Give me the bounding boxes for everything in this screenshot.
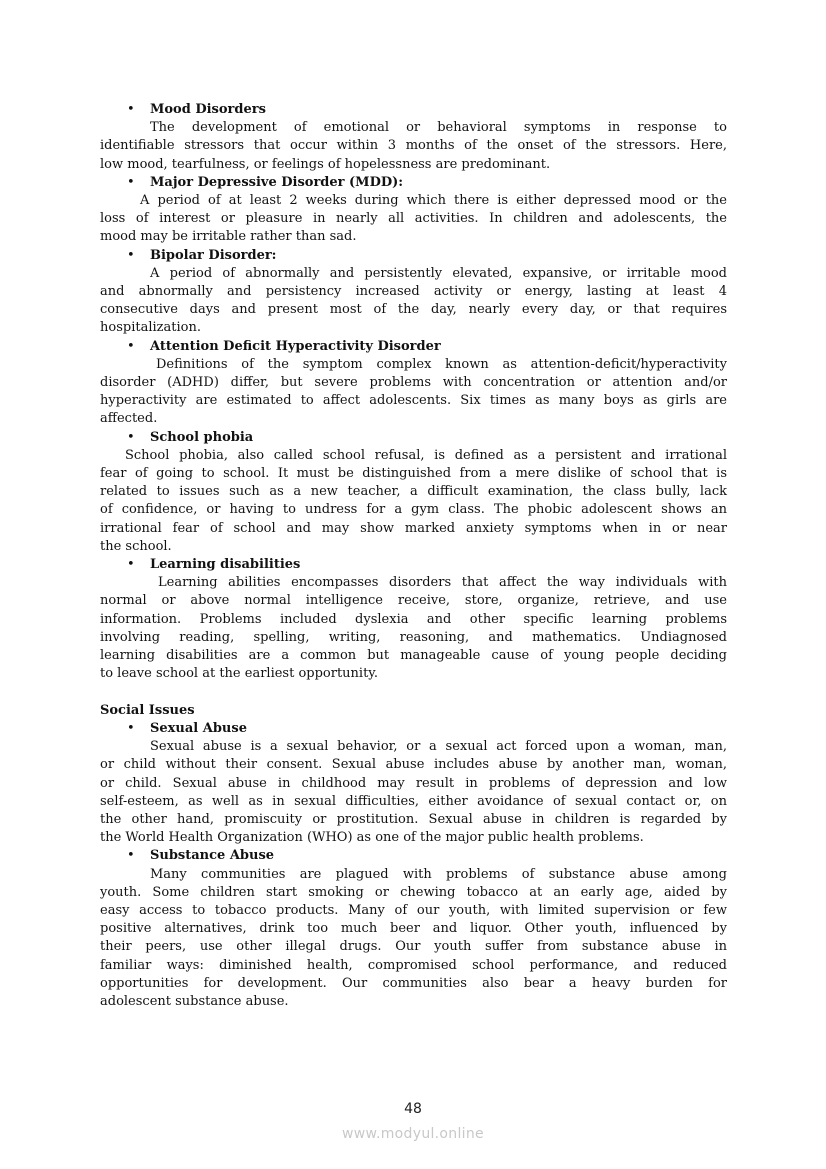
text-line: Learning abilities encompasses disorders that affect the way individuals with: [158, 575, 727, 591]
bullet-icon: •: [127, 102, 135, 117]
list-item: [100, 429, 727, 556]
text-line: to leave school at the earliest opportunity.: [100, 666, 379, 682]
text-line: hyperactivity are estimated to affect adolescents. Six times as many boys as girls are: [100, 393, 727, 409]
text-line: disorder (ADHD) differ, but severe problems with concentration or attention and/or: [100, 375, 727, 391]
item-heading-text: Attention Deficit Hyperactivity Disorder: [150, 338, 441, 354]
text-line: youth. Some children start smoking or chewing tobacco at an early age, aided by: [100, 884, 727, 900]
text-line: their peers, use other illegal drugs. Our youth suffer from substance abuse in: [100, 939, 727, 955]
item-heading-text: Learning disabilities: [150, 557, 301, 573]
bullet-icon: •: [127, 557, 135, 573]
text-line: irrational fear of school and may show marked anxiety symptoms when in or near: [100, 520, 727, 536]
text-line: self-esteem, as well as in sexual difficulties, either avoidance of sexual contact or, on: [100, 793, 727, 809]
bullet-icon: •: [127, 247, 135, 263]
text-line: the school.: [100, 538, 172, 554]
page-number: 48: [404, 1101, 422, 1117]
text-line: the other hand, promiscuity or prostitution. Sexual abuse in children is regarded by: [100, 811, 727, 827]
text-line: Sexual abuse is a sexual behavior, or a sexual act forced upon a woman, man,: [150, 739, 727, 755]
text-line: information. Problems included dyslexia and other specific learning problems: [100, 611, 727, 627]
text-line: normal or above normal intelligence receive, store, organize, retrieve, and use: [100, 593, 727, 609]
item-heading: [100, 247, 727, 265]
text-line: and abnormally and persistency increased activity or energy, lasting at least 4: [100, 284, 727, 300]
item-heading-text: Substance Abuse: [150, 848, 275, 864]
paragraph: [100, 447, 727, 556]
text-line: opportunities for development. Our communities also bear a heavy burden for: [100, 975, 727, 991]
text-line: adolescent substance abuse.: [100, 993, 289, 1009]
watermark: www.modyul.online: [342, 1126, 484, 1142]
item-heading: [100, 338, 727, 356]
bullet-icon: •: [127, 429, 135, 445]
paragraph: [100, 574, 727, 683]
item-heading: [100, 174, 727, 192]
text-line: affected.: [100, 411, 158, 427]
paragraph: [100, 192, 727, 247]
bullet-icon: •: [127, 720, 135, 736]
item-heading-text: Sexual Abuse: [150, 720, 247, 736]
paragraph: [100, 738, 727, 847]
bullet-icon: •: [127, 338, 135, 354]
text-line: identifiable stressors that occur within 3 months of the onset of the stressors. Here,: [100, 138, 727, 154]
item-heading: [100, 720, 727, 738]
item-heading: [100, 847, 727, 865]
text-line: Definitions of the symptom complex known as attention-deficit/hyperactivity: [156, 356, 727, 372]
document-body: [100, 101, 727, 1011]
text-line: easy access to tobacco products. Many of our youth, with limited supervision or few: [100, 902, 727, 918]
list-item: [100, 247, 727, 338]
item-heading: [100, 101, 727, 119]
text-line: A period of abnormally and persistently elevated, expansive, or irritable mood: [150, 265, 727, 281]
text-line: fear of going to school. It must be distinguished from a mere dislike of school that is: [100, 466, 727, 482]
item-heading-text: Major Depressive Disorder (MDD):: [150, 174, 404, 190]
text-line: The development of emotional or behavioral symptoms in response to: [150, 120, 727, 136]
bullet-icon: •: [127, 174, 135, 190]
text-line: related to issues such as a new teacher, a difficult examination, the class bully, lack: [100, 484, 727, 500]
text-line: of confidence, or having to undress for a gym class. The phobic adolescent shows an: [100, 502, 727, 518]
text-line: hospitalization.: [100, 320, 201, 336]
text-line: or child. Sexual abuse in childhood may result in problems of depression and low: [100, 775, 727, 791]
paragraph: [100, 866, 727, 1012]
item-heading-text: Bipolar Disorder:: [150, 247, 277, 263]
list-item: [100, 338, 727, 429]
item-heading-text: Mood Disorders: [150, 102, 266, 117]
list-item: [100, 847, 727, 1011]
text-line: A period of at least 2 weeks during which there is either depressed mood or the: [140, 193, 727, 209]
text-line: low mood, tearfulness, or feelings of hopelessness are predominant.: [100, 156, 551, 172]
text-line: or child without their consent. Sexual abuse includes abuse by another man, woman,: [100, 757, 727, 773]
paragraph: [100, 356, 727, 429]
paragraph: [100, 119, 727, 174]
item-heading: [100, 429, 727, 447]
paragraph: [100, 265, 727, 338]
list-item: [100, 720, 727, 847]
text-line: mood may be irritable rather than sad.: [100, 229, 357, 245]
item-heading-text: School phobia: [150, 429, 254, 445]
section-heading: Social Issues: [100, 702, 195, 718]
text-line: learning disabilities are a common but manageable cause of young people deciding: [100, 648, 727, 664]
text-line: involving reading, spelling, writing, reasoning, and mathematics. Undiagnosed: [100, 629, 727, 645]
text-line: consecutive days and present most of the day, nearly every day, or that requires: [100, 302, 727, 318]
text-line: School phobia, also called school refusal, is defined as a persistent and irrational: [125, 447, 727, 463]
text-line: familiar ways: diminished health, compromised school performance, and reduced: [100, 957, 727, 973]
item-heading: [100, 556, 727, 574]
text-line: Many communities are plagued with problems of substance abuse among: [150, 866, 727, 882]
list-item: [100, 556, 727, 683]
text-line: positive alternatives, drink too much beer and liquor. Other youth, influenced by: [100, 921, 727, 937]
list-item: [100, 101, 727, 174]
text-line: loss of interest or pleasure in nearly all activities. In children and adolescents, the: [100, 211, 727, 227]
list-item: [100, 174, 727, 247]
text-line: the World Health Organization (WHO) as one of the major public health problems.: [100, 830, 644, 846]
bullet-icon: •: [127, 848, 135, 864]
